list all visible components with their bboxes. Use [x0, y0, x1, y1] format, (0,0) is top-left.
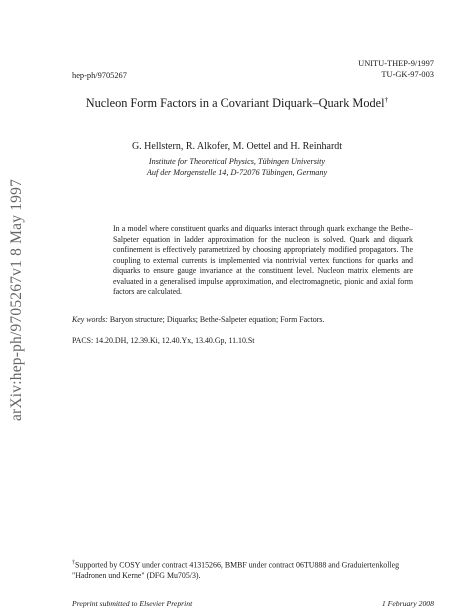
affiliation-line-2: Auf der Morgenstelle 14, D-72076 Tübingen, Germany [146, 168, 328, 177]
keywords-label: Key words: [72, 315, 108, 324]
footnote-mark: † [72, 560, 75, 566]
preprint-id: hep-ph/9705267 [72, 71, 127, 80]
preprint-date: 1 February 2008 [381, 599, 434, 608]
pacs-codes: PACS: 14.20.DH, 12.39.Ki, 12.40.Yx, 13.40.Gp, 11.10.St [72, 336, 255, 345]
affiliation-line-1: Institute for Theoretical Physics, Tübingen University [148, 157, 326, 166]
paper-title-text: Nucleon Form Factors in a Covariant Diquark–Quark Model [85, 96, 385, 111]
keywords-text: Baryon structure; Diquarks; Bethe-Salpeter equation; Form Factors. [109, 315, 325, 324]
arxiv-stamp [2, 150, 32, 450]
footnote [72, 558, 432, 582]
authors: G. Hellstern, R. Alkofer, M. Oettel and H. Reinhardt [131, 141, 343, 152]
paper-title [0, 95, 474, 111]
title-footnote-mark: † [384, 95, 389, 104]
abstract: In a model where constituent quarks and diquarks interact through quark exchange the Bethe–Salpeter equation in ladder approximation for the nucleon is solved. Quark and diquark confinement is effectively parametrized by choosing appropriately modified propagators. The coupling to external currents is implemented via nontrivial vertex functions for quarks and diquarks to ensure gauge invariance at the constituent level. Nucleon matrix elements are evaluated in a generalised impulse approximation, and electromagnetic, pionic and axial form factors are calculated. [113, 224, 413, 296]
arxiv-stamp-text: arXiv:hep-ph/9705267v1 8 May 1997 [8, 178, 25, 422]
keywords [72, 315, 347, 325]
report-number-1: UNITU-THEP-9/1997 [358, 59, 434, 68]
footnote-text: Supported by COSY under contract 41315266, BMBF under contract 06TU888 and Graduiertenkolleg "Hadronen und Kerne" (DFG Mu705/3). [72, 560, 400, 581]
report-number-2: TU-GK-97-003 [381, 70, 434, 79]
preprint-notice: Preprint submitted to Elsevier Preprint [72, 599, 193, 608]
